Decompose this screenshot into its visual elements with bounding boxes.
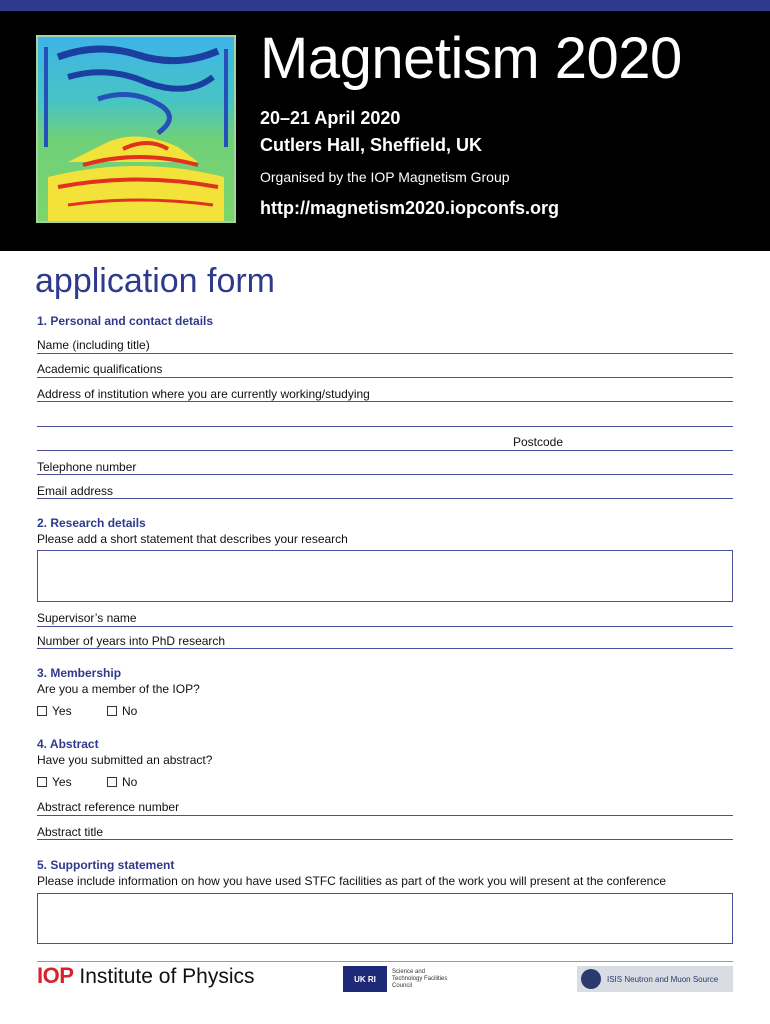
research-statement-box[interactable]	[37, 550, 733, 602]
form-heading: application form	[35, 262, 276, 300]
isis-logo-icon	[581, 969, 601, 989]
iop-logo-text: Institute of Physics	[79, 965, 255, 988]
membership-yes-option[interactable]	[37, 704, 72, 718]
supporting-statement-box[interactable]	[37, 893, 733, 944]
abstract-title-field[interactable]	[37, 839, 733, 840]
membership-question: Are you a member of the IOP?	[37, 682, 200, 696]
section-personal-title: 1. Personal and contact details	[37, 314, 214, 328]
address-field-line-2[interactable]	[37, 426, 733, 427]
conference-banner	[0, 11, 770, 251]
abstract-no-option[interactable]	[107, 775, 137, 789]
telephone-field[interactable]	[37, 474, 733, 475]
stfc-logo-text: Science and Technology Facilities Council	[392, 968, 448, 989]
postcode-field[interactable]	[37, 450, 733, 451]
qualifications-field[interactable]	[37, 377, 733, 378]
abstract-yes-checkbox[interactable]	[37, 777, 47, 787]
abstract-yes-label: Yes	[52, 775, 72, 789]
address-label: Address of institution where you are currently working/studying	[37, 387, 370, 401]
isis-logo-text: ISIS Neutron and Muon Source	[607, 974, 719, 984]
abstract-question: Have you submitted an abstract?	[37, 753, 213, 767]
iop-logo	[37, 963, 254, 989]
qualifications-label: Academic qualifications	[37, 362, 163, 376]
membership-no-checkbox[interactable]	[107, 706, 117, 716]
supervisor-field[interactable]	[37, 626, 733, 627]
membership-no-label: No	[122, 704, 138, 718]
supporting-prompt: Please include information on how you have used STFC facilities as part of the work you will present at the conference	[37, 874, 666, 888]
section-research-title: 2. Research details	[37, 516, 146, 530]
address-field[interactable]	[37, 401, 733, 402]
name-field[interactable]	[37, 353, 733, 354]
postcode-label: Postcode	[513, 435, 564, 449]
ukri-stfc-logo	[343, 966, 452, 992]
section-abstract-title: 4. Abstract	[37, 737, 99, 751]
conference-organiser: Organised by the IOP Magnetism Group	[260, 169, 510, 185]
abstract-no-checkbox[interactable]	[107, 777, 117, 787]
conference-dates: 20–21 April 2020	[260, 108, 401, 128]
iop-logo-mark: IOP	[37, 963, 74, 988]
membership-yes-label: Yes	[52, 704, 72, 718]
abstract-no-label: No	[122, 775, 138, 789]
conference-venue: Cutlers Hall, Sheffield, UK	[260, 135, 483, 155]
name-label: Name (including title)	[37, 338, 150, 352]
footer-divider	[37, 961, 733, 962]
phd-years-field[interactable]	[37, 648, 733, 649]
magnetic-simulation-image	[36, 35, 236, 223]
section-membership-title: 3. Membership	[37, 666, 122, 680]
top-stripe	[0, 0, 770, 11]
email-label: Email address	[37, 484, 114, 498]
phd-years-label: Number of years into PhD research	[37, 634, 226, 648]
conference-url-link[interactable]: http://magnetism2020.iopconfs.org	[260, 198, 560, 218]
research-prompt: Please add a short statement that describes your research	[37, 532, 348, 546]
membership-yes-checkbox[interactable]	[37, 706, 47, 716]
abstract-title-label: Abstract title	[37, 825, 104, 839]
telephone-label: Telephone number	[37, 460, 137, 474]
email-field[interactable]	[37, 498, 733, 499]
ukri-logo-mark: UK RI	[343, 966, 387, 992]
conference-title: Magnetism 2020	[260, 26, 682, 91]
abstract-yes-option[interactable]	[37, 775, 72, 789]
abstract-reference-field[interactable]	[37, 815, 733, 816]
section-supporting-title: 5. Supporting statement	[37, 858, 175, 872]
membership-no-option[interactable]	[107, 704, 137, 718]
isis-logo	[577, 966, 733, 992]
abstract-reference-label: Abstract reference number	[37, 800, 180, 814]
supervisor-label: Supervisor’s name	[37, 611, 137, 625]
